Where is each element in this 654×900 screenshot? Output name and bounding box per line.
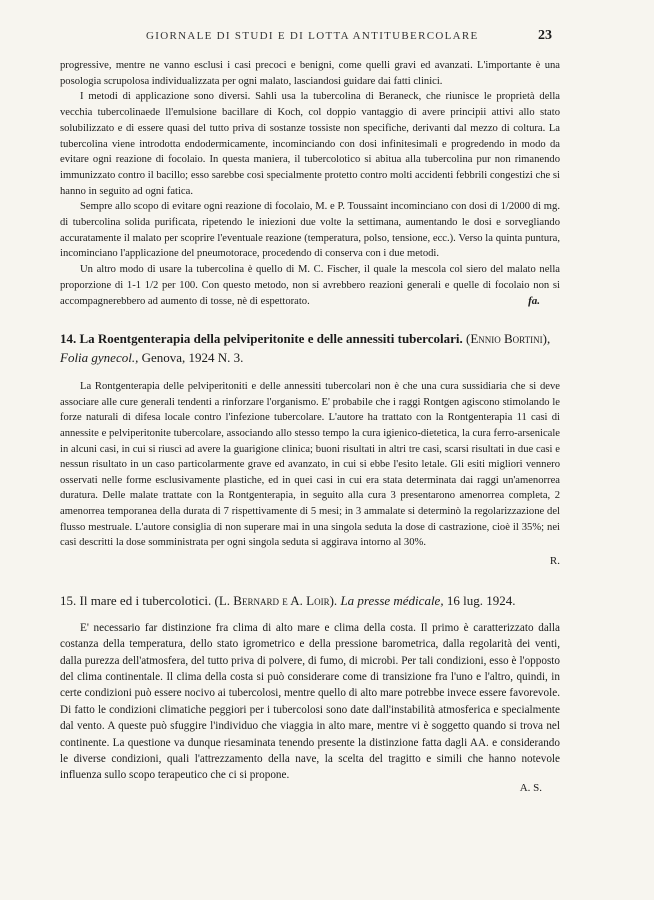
page-number: 23 (538, 28, 552, 43)
ref-open: ( (465, 331, 471, 347)
article-author: Ennio Bortini (470, 331, 543, 347)
article-14-body (60, 379, 560, 567)
article-paragraph: La Rontgenterapia delle pelviperitoniti e delle annessiti tubercolari non è che una cura sussidiaria che si deve associare alle cure generali tendenti a rinforzare l'organismo. E' probabile che i raggi Rontgen agiscono stimolando le forze naturali di difesa locale contro l'infezione tubercolare. L'autore ha trattato con la Rontgenterapia 11 casi di annessite e pelviperitonite tubercolare, associando allo stesso tempo la cura igienico-dietetica, la cura ferro-arsenicale in alcuni casi, in cui si riuscì ad avere la guarigione clinica; buoni risultati in altri tre casi, scarsi risultati in due casi e nessun risultato in un caso particolarmente grave ed avanzato, in cui si ebbe l'esito letale. Gli esiti migliori vennero osservati nelle forme esclusivamente plastiche, ed in quei casi in cui era stata determinata dai raggi un'amenorrea duratura. Delle malate trattate con la Rontgenterapia, in seguito alla cura 3 presentarono amenorrea completa, 2 amenorrea temporanea della durata di 7 rispettivamente di 5 mesi; in 3 ammalate si determinò la regolarizzazione del flusso mestruale. L'autore consiglia di non superare mai in una singola seduta la dose di castrazione, cioè il 35%; nei casi descritti la dose somministrata per ogni singola seduta si aggirava intorno al 30%. (60, 381, 560, 549)
intro-paragraph: Un altro modo di usare la tubercolina è quello di M. C. Fischer, il quale la mescola col siero del malato nella proporzione di 1-1 1/2 per 100. Con questo metodo, non si avrebbero reazioni generali e quelle di focolaio non si accompagnerebbero ad aumento di tosse, nè di espettorato. (60, 264, 560, 307)
article-title: La Roentgenterapia della pelviperitonite e delle annessiti tubercolari. (79, 331, 463, 347)
ref-open: (L. (214, 592, 231, 608)
article-title: Il mare ed i tubercolotici. (79, 592, 212, 608)
article-number: 15. (60, 592, 77, 608)
article-15-signature: A. S. (519, 781, 542, 794)
article-journal: La presse médicale, (340, 592, 444, 608)
intro-section (60, 58, 560, 307)
ref-mid: ). (329, 592, 338, 608)
article-ref-tail: 16 lug. 1924. (446, 592, 516, 608)
intro-paragraph: I metodi di applicazione sono diversi. Sahli usa la tubercolina di Beraneck, che riunisce le proprietà della vecchia tubercolinaede ll'emulsione bacillare di Koch, col doppio vantaggio di avere principii attivi allo stato solubilizzato e di essere quasi del tutto priva di sostanze tossiste non specifiche, derivanti dal mezzo di coltura. La tubercolina viene introdotta endodermicamente, incominciando con dosi infinitesimali e progredendo in modo da evitare ogni reazione di focolaio. In questa maniera, il tubercolotico si abitua alla tubercolina pur non rimanendo immunizzato contro il bacillo; esso sarebbe così specialmente protetto contro molti accidenti febbrili congestizi che si hanno in seguito ad ogni fatica. (60, 91, 560, 197)
article-number: 14. (60, 331, 77, 347)
article-author: Bernard e A. Loir (233, 592, 330, 608)
article-ref-tail: Genova, 1924 N. 3. (141, 350, 244, 366)
intro-paragraph: Sempre allo scopo di evitare ogni reazione di focolaio, M. e P. Toussaint incominciano con dosi di 1/2000 di mg. di tubercolina solida purificata, ripetendo le iniezioni due volte la settimana, aumentando le dosi e sorvegliando accuratamente il malato per scoprire l'eventuale reazione (temperatura, polso, tensione, ecc.). Verso la quinta puntura, incominciano l'applicazione del pneumotorace, procedendo di conserva con i due metodi. (60, 201, 560, 260)
article-15-heading (60, 591, 560, 610)
intro-paragraph: progressive, mentre ne vanno esclusi i casi precoci e benigni, come quelli gravi ed avanzati. L'importante è una posologia scrupolosa individualizzata per ogni malato, lasciandosi guidare dai fatti clinici. (60, 60, 560, 87)
article-14-signature: R. (549, 554, 560, 567)
article-paragraph: E' necessario far distinzione fra clima di alto mare e clima della costa. Il primo è caratterizzato dalla costanza della temperatura, dello stato igrometrico e della pressione barometrica, dalla regolarità dei venti, dalla purezza dell'atmosfera, del tutto priva di polvere, di fumo, di microbi. Per tali condizioni, esso è l'opposto del clima continentale. Il clima della costa si può considerare come di transizione fra l'uno e l'altro, quindi, in certe condizioni può essere nocivo ai tubercolosi, mentre quello di alto mare potrebbe invece essere favorevole. Di fatto le condizioni climatiche peggiori per i tubercolosi sono date dall'instabilità atmosferica e specialmente dal vento. A queste può sfuggire l'individuo che viaggia in alto mare, mentre vi è soggetto quando si trova nel continente. La questione va dunque riesaminata tenendo presente la distinzione fatta dagli AA. e considerando le diverse condizioni, quali l'attrezzamento della nave, la scelta del tragitto e simili che hanno notevole influenza sullo scopo terapeutico che ci si propone. (60, 621, 560, 782)
article-15-body (60, 620, 560, 794)
ref-mid: ), (542, 331, 551, 347)
page-header (60, 28, 560, 48)
article-14-heading (60, 329, 560, 367)
journal-page (60, 28, 560, 794)
article-journal: Folia gynecol., (60, 350, 139, 366)
running-title: GIORNALE DI STUDI E DI LOTTA ANTITUBERCOLARE (146, 30, 479, 42)
intro-signature: fa. (528, 295, 540, 308)
